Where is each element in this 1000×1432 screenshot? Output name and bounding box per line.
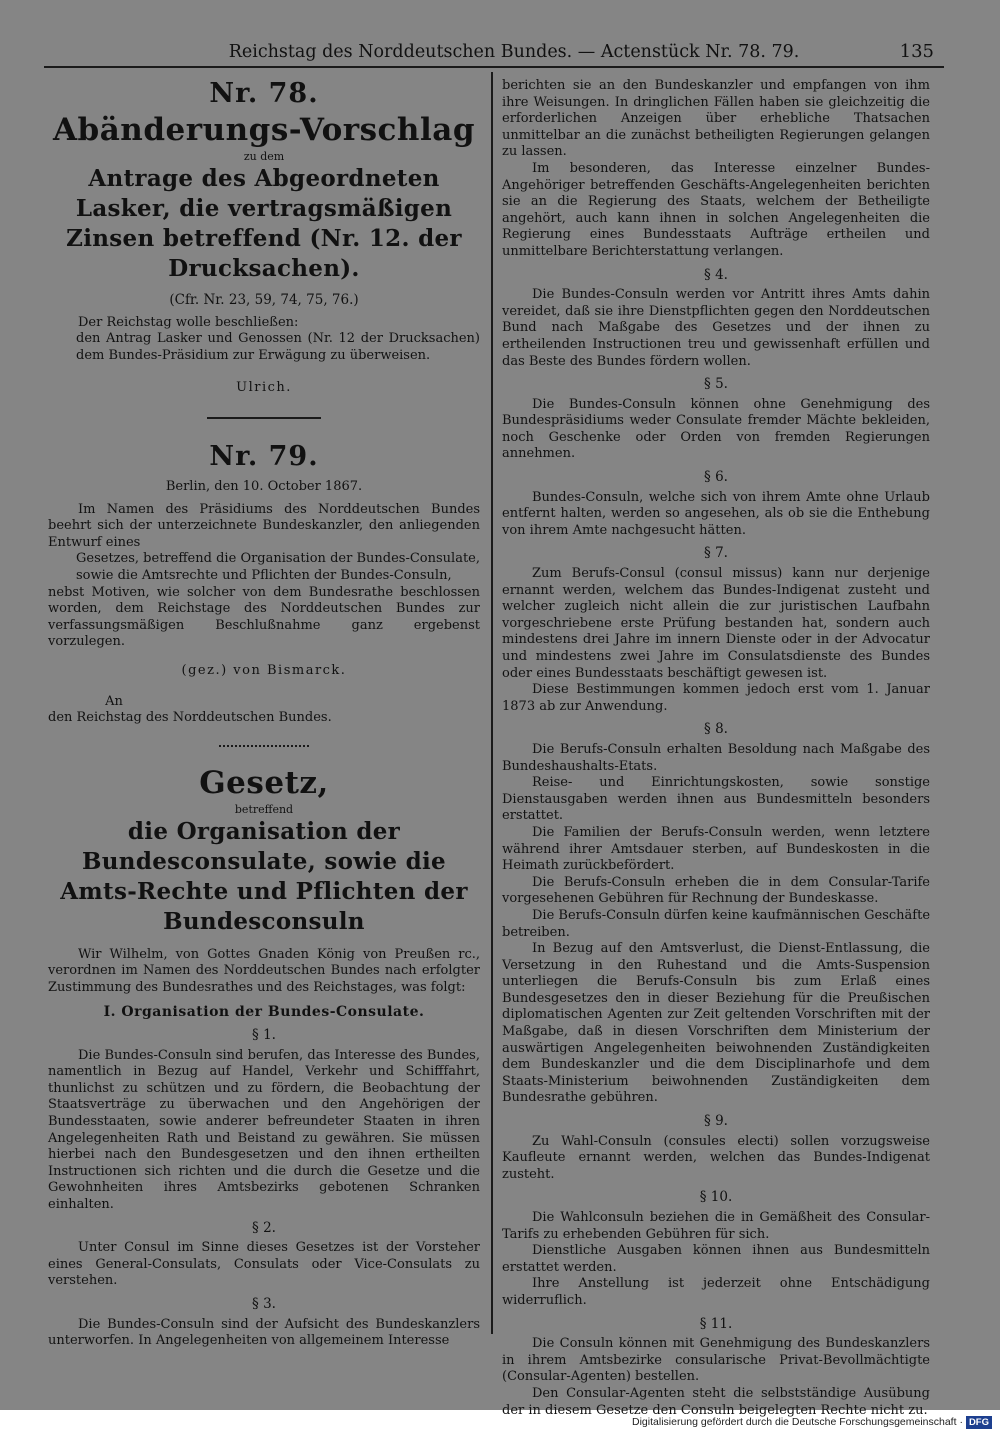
section-text: Ihre Anstellung ist jederzeit ohne Entschädigung widerruflich. (502, 1276, 930, 1308)
left-column (48, 78, 480, 1350)
paragraph: Gesetzes, betreffend die Organisation der Bundes-Consulate, sowie die Amtsrechte und Pflichten der Bundes-Consuln, (76, 551, 480, 583)
section-mark: § 3. (252, 1295, 276, 1312)
dfg-logo: DFG (966, 1416, 992, 1429)
document-title-78: Abänderungs-Vorschlag (52, 112, 476, 148)
section-mark: § 4. (704, 266, 728, 283)
section-mark: § 2. (252, 1219, 276, 1236)
section-text: Zum Berufs-Consul (consul missus) kann nur derjenige ernannt werden, welchem das Bundes-Indigenat zusteht und welcher zugleich nicht allein die zur juristischen Laufbahn vorgeschriebene erste Prüfung bestanden hat, sondern auch mindestens drei Jahre im innern Dienste oder in der Advocatur und mindestens zwei Jahre im Consulatsdienste des Bundes oder eines Bundesstaats beschäftigt gewesen ist. (502, 566, 930, 681)
paragraph: Im besonderen, das Interesse einzelner Bundes-Angehöriger betreffenden Geschäfts-Angelegenheiten berichten sie an die Regierung des Staats, welchem der Betheiligte angehört, auch kann ihnen in solchen Angelegenheiten die Regierung eines Bundesstaats Aufträge ertheilen und unmittelbare Berichterstattung verlangen. (502, 160, 930, 259)
separator-dots (219, 745, 309, 747)
cross-reference: (Cfr. Nr. 23, 59, 74, 75, 76.) (169, 292, 359, 308)
section-text: Reise- und Einrichtungskosten, sowie sonstige Dienstausgaben werden ihnen aus Bundesmitteln besonders erstattet. (502, 775, 930, 824)
addressee: den Reichstag des Norddeutschen Bundes. (48, 710, 332, 726)
section-mark: § 7. (704, 545, 728, 562)
section-text: Die Berufs-Consuln erheben die in dem Consular-Tarife vorgesehenen Gebühren für Rechnung der Bundeskasse. (502, 874, 930, 907)
preamble: Wir Wilhelm, von Gottes Gnaden König von Preußen rc., verordnen im Namen des Norddeutschen Bundes nach erfolgter Zustimmung des Bundesrathes und des Reichstages, was folgt: (48, 946, 480, 995)
section-text: In Bezug auf den Amtsverlust, die Dienst-Entlassung, die Versetzung in den Ruhestand und die Amts-Suspension unterliegen die Berufs-Consuln bis zum Erlaß eines Bundesgesetzes den in dieser Beziehung für die Preußischen diplomatischen Agenten zur Zeit geltenden Vorschriften mit der Maßgabe, daß in diesen Vorschriften dem Ministerium der auswärtigen Angelegenheiten beiwohnenden Zuständigkeiten dem Bundeskanzler und die dem Disciplinarhofe und dem Staats-Ministerium beiwohnenden Zuständigkeiten dem Bundesrathe gebühren. (502, 941, 930, 1106)
connector-text: betreffend (234, 802, 294, 816)
section-text: Die Bundes-Consuln können ohne Genehmigung des Bundespräsidiums weder Consulate fremder Mächte bekleiden, noch Geschenke oder Orden von fremden Regierungen annehmen. (502, 396, 930, 462)
section-mark: § 8. (704, 721, 728, 738)
document-number-78: Nr. 78. (209, 78, 319, 109)
signature-79: (gez.) von Bismarck. (181, 662, 347, 678)
section-mark: § 10. (699, 1189, 733, 1206)
paragraph: nebst Motiven, wie solcher von dem Bundesrathe beschlossen worden, dem Reichstage des Norddeutschen Bundes zur verfassungsmäßigen Beschlußnahme ganz ergebenst vorzulegen. (48, 584, 480, 650)
document-subtitle-78: Antrage des Abgeordneten Lasker, die vertragsmäßigen Zinsen betreffend (Nr. 12. der Drucksachen). (66, 165, 462, 282)
column-divider (491, 72, 493, 1334)
page-number: 135 (899, 41, 934, 62)
section-mark: § 9. (704, 1113, 728, 1130)
section-text: Die Consuln können mit Genehmigung des Bundeskanzlers in ihrem Amtsbezirke consularische Privat-Bevollmächtigte (Consular-Agenten) bestellen. (502, 1336, 930, 1385)
section-text: Die Wahlconsuln beziehen die in Gemäßheit des Consular-Tarifs zu erhebenden Gebühren für sich. (502, 1210, 930, 1242)
section-text: Diese Bestimmungen kommen jedoch erst vom 1. Januar 1873 ab zur Anwendung. (502, 682, 930, 714)
running-head: Reichstag des Norddeutschen Bundes. — Actenstück Nr. 78. 79. (228, 42, 800, 62)
paragraph: Im Namen des Präsidiums des Norddeutschen Bundes beehrt sich der unterzeichnete Bundeskanzler, den anliegenden Entwurf eines (48, 501, 480, 550)
separator-rule (207, 417, 321, 419)
law-heading: Gesetz, (199, 764, 329, 801)
section-text: Dienstliche Ausgaben können ihnen aus Bundesmitteln erstattet werden. (502, 1243, 930, 1275)
connector-text: zu dem (243, 150, 285, 163)
section-text: Die Familien der Berufs-Consuln werden, wenn letztere während ihrer Amtsdauer sterben, auf Bundeskosten in die Heimath zurückbefördert. (502, 824, 930, 874)
paragraph: Der Reichstag wolle beschließen: (78, 314, 299, 330)
section-text: Den Consular-Agenten steht die selbstständige Ausübung der in diesem Gesetze den Consuln beigelegten Rechte nicht zu. (502, 1385, 930, 1418)
paragraph: berichten sie an den Bundeskanzler und empfangen von ihm ihre Weisungen. In dringlichen Fällen haben sie gleichzeitig die erforderlichen Anzeigen über erhebliche Thatsachen unmittelbar an die zunächst betheiligten Regierungen gelangen zu lassen. (502, 78, 930, 160)
section-mark: § 1. (252, 1027, 276, 1044)
page-header (44, 38, 944, 68)
section-text: Die Bundes-Consuln sind der Aufsicht des Bundeskanzlers unterworfen. In Angelegenheiten von allgemeinem Interesse (48, 1316, 480, 1349)
section-mark: § 6. (704, 469, 728, 486)
addressee-an: An (105, 693, 123, 709)
section-text: Unter Consul im Sinne dieses Gesetzes ist der Vorsteher eines General-Consulats, Consulats oder Vice-Consulats zu verstehen. (48, 1240, 480, 1289)
section-mark: § 11. (699, 1315, 733, 1332)
section-text: Die Bundes-Consuln sind berufen, das Interesse des Bundes, namentlich in Bezug auf Handel, Verkehr und Schifffahrt, thunlichst zu schützen und zu fördern, die Beobachtung der Staatsverträge zu überwachen und den Angehörigen der Bundesstaaten, sowie anderer befreundeter Staaten in ihren Angelegenheiten Rath und Beistand zu gewähren. Sie müssen hierbei nach den Bundesgesetzen und den ihnen ertheilten Instructionen sich richten und die durch die Gesetze und die Gewohnheiten ihres Amtsbezirks gebotenen Schranken einhalten. (48, 1047, 480, 1212)
digitization-credit (632, 1414, 992, 1430)
signature-78: Ulrich. (236, 380, 292, 396)
section-text: Die Bundes-Consuln werden vor Antritt ihres Amts dahin vereidet, daß sie ihre Dienstpflichten gegen den Norddeutschen Bund nach Maßgabe des Gesetzes und der ihnen zu ertheilenden Instructionen treu und gewissenhaft erfüllen und das Beste des Bundes fördern wollen. (502, 287, 930, 369)
section-text: Bundes-Consuln, welche sich von ihrem Amte ohne Urlaub entfernt halten, werden so angesehen, als ob sie die Enthebung von ihrem Amte nachgesucht hätten. (502, 489, 930, 538)
law-title: die Organisation der Bundesconsulate, sowie die Amts-Rechte und Pflichten der Bundesconsuln (60, 817, 468, 935)
paragraph: den Antrag Lasker und Genossen (Nr. 12 der Drucksachen) dem Bundes-Präsidium zur Erwägung zu überweisen. (76, 331, 480, 363)
document-number-79: Nr. 79. (209, 440, 319, 472)
section-text: Die Berufs-Consuln dürfen keine kaufmännischen Geschäfte betreiben. (502, 907, 931, 940)
date-line: Berlin, den 10. October 1867. (165, 478, 363, 494)
section-text: Die Berufs-Consuln erhalten Besoldung nach Maßgabe des Bundeshaushalts-Etats. (502, 741, 930, 774)
right-column (502, 78, 930, 1419)
section-text: Zu Wahl-Consuln (consules electi) sollen vorzugsweise Kaufleute ernannt werden, welchen das Bundes-Indigenat zusteht. (502, 1133, 930, 1182)
credit-text: Digitalisierung gefördert durch die Deutsche Forschungsgemeinschaft · (632, 1416, 963, 1428)
section-mark: § 5. (704, 376, 728, 393)
part-heading: I. Organisation der Bundes-Consulate. (103, 1004, 425, 1021)
